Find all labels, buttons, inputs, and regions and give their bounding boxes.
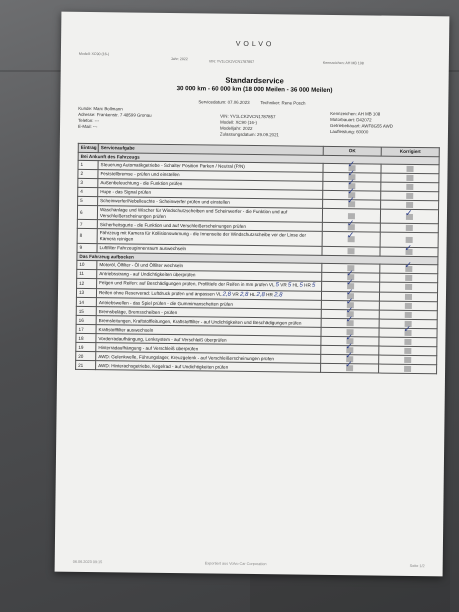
handwritten-pressure-hr: 2,8 <box>274 292 283 299</box>
row-task: Waschanlage und Wischer für Windschutzscheiben und Scheinwerfer - die Funktion und auf Verschleißerscheinungen prüfen <box>97 206 322 223</box>
ok-checkbox[interactable] <box>348 213 355 219</box>
corrected-checkbox[interactable] <box>406 193 413 199</box>
checkmark-icon: ✓ <box>345 351 353 362</box>
checkmark-icon: ✓ <box>345 360 353 371</box>
row-task: Bremsleitungen, Kraftstoffleitungen, Kraftstofffilter - auf Undichtigkeiten und Beschädigungen prüfen <box>96 316 321 328</box>
col-entry: Eintrag <box>78 143 98 152</box>
corrected-checkbox[interactable] <box>405 284 412 290</box>
row-task: Reifen ohne Reserverad: Luftdruck prüfen und anpassen VL 2,8 VR 2,8 HL 2,8 HR 2,8 <box>96 288 321 300</box>
row-number: 21 <box>76 361 96 370</box>
checkmark-icon: ✓ <box>404 243 413 254</box>
top-info-year: Jahr: 2022 <box>170 56 188 62</box>
corrected-checkbox[interactable] <box>403 325 412 336</box>
row-task: Kraftstofffilter auswechseln <box>96 325 321 337</box>
corrected-checkbox[interactable] <box>406 184 413 190</box>
ok-checkbox[interactable] <box>345 315 354 327</box>
checkmark-icon: ✓ <box>345 342 353 353</box>
row-number: 11 <box>77 270 97 279</box>
corrected-checkbox[interactable] <box>404 339 411 345</box>
top-info-model: Modell: XC90 (16-) <box>78 51 110 57</box>
row-task: Luftfilter Fahrzeuginnenraum auswechseln <box>97 243 322 255</box>
row-task: Felgen und Reifen: auf Beschädigungen prüfen, Profiltiefe der Reifen in mm prüfen VL 5 VR 5 HL 5 HR 5 <box>97 279 322 291</box>
footer-page: Seite 1/2 <box>409 563 425 569</box>
checkmark-icon: ✓ <box>347 178 355 189</box>
vehicle-vin: VIN: YV1LCK2VCN1787857 <box>220 113 276 120</box>
corrected-checkbox[interactable] <box>405 312 412 318</box>
row-task: Scheinwerfer/Nebelleuchte - Scheinwerfer prüfen und einstellen <box>98 197 323 209</box>
ok-cell <box>321 360 379 374</box>
corrected-checkbox[interactable] <box>404 357 411 363</box>
top-info-vin: VIN: YV1LCK2VCN1787857 <box>208 59 255 65</box>
row-number: 20 <box>76 352 96 361</box>
row-number: 17 <box>76 325 96 334</box>
vehicle-model: Modell: XC90 (16-) <box>220 119 257 126</box>
checkmark-icon: ✓ <box>345 297 354 308</box>
checkmark-icon: ✓ <box>346 231 355 242</box>
handwritten-pressure-hl: 2,8 <box>256 291 265 298</box>
corrected-checkbox[interactable] <box>406 202 413 208</box>
checkmark-icon: ✓ <box>404 208 413 219</box>
checkmark-icon: ✓ <box>347 160 356 171</box>
checkmark-icon: ✓ <box>345 306 354 317</box>
corrected-checkbox[interactable] <box>406 237 413 243</box>
ok-checkbox[interactable] <box>345 360 353 371</box>
row-number: 9 <box>77 243 97 252</box>
row-task: Antriebsstrang - auf Undichtigkeiten überprüfen <box>97 270 322 282</box>
checkmark-icon: ✓ <box>346 269 354 280</box>
vehicle-mileage: Laufleistung: 60000 <box>329 128 369 135</box>
corrected-checkbox[interactable] <box>406 225 413 231</box>
col-task: Serviceaufgabe <box>98 144 323 155</box>
corrected-checkbox[interactable] <box>406 175 413 181</box>
vehicle-model-year: Modelljahr: 2022 <box>219 125 253 131</box>
footer-export: Exportiert aus Volvo Car Corporation <box>204 561 267 567</box>
row-number: 7 <box>77 220 97 229</box>
corrected-checkbox[interactable] <box>404 261 412 272</box>
row-number: 5 <box>78 197 98 206</box>
handwritten-tread-vl: 5 <box>275 282 280 289</box>
ok-checkbox[interactable] <box>346 231 355 242</box>
corrected-checkbox[interactable] <box>404 348 411 354</box>
corrected-checkbox[interactable] <box>405 275 412 281</box>
checkmark-icon: ✓ <box>347 187 355 198</box>
row-number: 13 <box>76 288 96 298</box>
row-number: 3 <box>78 179 98 188</box>
row-task: Außenbeleuchtung - die Funktion prüfen <box>98 179 323 191</box>
row-number: 19 <box>76 343 96 352</box>
row-task: Sicherheitsgurte - die Funktion und auf Verschleißerscheinungen prüfen <box>97 220 322 232</box>
row-task: Feststellbremse - prüfen und einstellen <box>98 170 323 182</box>
handwritten-tread-hr: 5 <box>312 282 316 289</box>
corrected-checkbox[interactable] <box>404 243 413 254</box>
corrected-cell <box>380 209 438 224</box>
row-task: Vorderradaufhängung, Lenksystem - auf Verschleiß überprüfen <box>96 334 321 346</box>
vehicle-plate: Kennzeichen: AH MB 108 <box>330 110 381 117</box>
handwritten-tread-hl: 5 <box>299 282 303 289</box>
checkmark-icon: ✓ <box>347 169 356 180</box>
corrected-checkbox[interactable] <box>405 303 412 309</box>
row-task: Fahrzeug mit Kamera für Kollisionswarnung - die Innenseite der Windschutzscheibe vor der Linse der Kamera reinigen <box>97 229 322 246</box>
checkmark-icon: ✓ <box>346 219 355 230</box>
ok-checkbox[interactable] <box>347 248 354 254</box>
page-title: Standardservice <box>225 75 284 86</box>
vehicle-gearbox: Getriebebauart: AWF8G55 AWD <box>330 122 393 129</box>
handwritten-pressure-vr: 2,8 <box>239 291 249 298</box>
col-ok: OK <box>323 146 381 155</box>
checkmark-icon: ✓ <box>403 325 412 336</box>
top-info-plate: Kennzeichen: AH MB 108 <box>322 60 364 66</box>
vehicle-engine: Motorbauart: D42072 <box>330 116 372 123</box>
row-number: 14 <box>76 298 96 307</box>
customer-email: E-Mail: --- <box>78 123 98 130</box>
row-number: 8 <box>77 229 97 243</box>
customer-name: Kunde: Marc Bollmann <box>78 105 123 112</box>
row-task: Antriebswellen - das Spiel prüfen - die Gummimanschetten prüfen <box>96 298 321 310</box>
row-number: 2 <box>78 170 98 179</box>
row-task: Hupe - das Signal prüfen <box>98 188 323 200</box>
ok-checkbox[interactable] <box>346 219 355 231</box>
row-task: Steuerung Automatikgetriebe - Schalter Position Parken / Neutral (P/N) <box>98 161 323 173</box>
row-number: 18 <box>76 334 96 343</box>
checkmark-icon: ✓ <box>345 333 354 344</box>
handwritten-tread-vr: 5 <box>287 282 292 289</box>
customer-address: Adresse: Frankenstr. 7 48599 Gronau <box>78 111 152 118</box>
checkmark-icon: ✓ <box>404 261 412 272</box>
service-date: Servicedatum: 07.06.2023 <box>198 99 250 105</box>
ok-checkbox[interactable] <box>347 196 355 207</box>
corrected-checkbox[interactable] <box>404 366 411 372</box>
row-number: 10 <box>77 261 97 270</box>
row-task: Motoröl, Ölfilter - Öl und Ölfilter wechseln <box>97 261 322 273</box>
customer-phone: Telefon: --- <box>78 117 100 124</box>
row-number: 16 <box>76 316 96 325</box>
row-number: 1 <box>78 161 98 170</box>
checkmark-icon: ✓ <box>347 196 355 207</box>
vehicle-registration: Zulassungsdatum: 29.09.2021 <box>219 131 280 138</box>
section-lift-label: Das Fahrzeug aufbocken <box>77 252 438 265</box>
row-number: 4 <box>78 188 98 197</box>
row-number: 6 <box>77 206 97 220</box>
row-task: AWD: Gelenkwelle, Führungslager, Kreuzgelenk - auf Verschleißerscheinungen prüfen <box>96 352 321 364</box>
volvo-logo: VOLVO <box>235 40 275 49</box>
checkmark-icon: ✓ <box>345 288 354 299</box>
corrected-cell <box>379 364 437 374</box>
col-corrected: Korrigiert <box>381 147 439 156</box>
row-task: AWD: Hinterachsgetriebe, Kegelrad - auf Undichtigkeiten prüfen <box>96 361 321 373</box>
row-task: Bremsbeläge, Bremsscheiben - prüfen <box>96 307 321 319</box>
row-number: 15 <box>76 307 96 316</box>
row-number: 12 <box>77 279 97 289</box>
handwritten-pressure-vl: 2,8 <box>222 291 232 298</box>
technician: Techniker: Rene Posch <box>260 100 306 106</box>
corrected-checkbox[interactable] <box>407 166 414 172</box>
checkmark-icon: ✓ <box>345 315 354 326</box>
service-sheet <box>55 12 450 577</box>
corrected-checkbox[interactable] <box>404 208 413 220</box>
page-subtitle: 30 000 km - 60 000 km (18 000 Meilen - 36 000 Meilen) <box>176 85 333 94</box>
ok-cell <box>322 232 380 247</box>
service-table <box>75 143 440 375</box>
checkmark-icon: ✓ <box>346 278 354 289</box>
corrected-checkbox[interactable] <box>405 294 412 300</box>
footer-date: 06.06.2023 09:15 <box>72 559 103 565</box>
section-arrival-label: Bei Ankunft des Fahrzeugs <box>78 152 439 165</box>
row-task: Hinterradaufhängung - auf Verschleiß überprüfen <box>96 343 321 355</box>
